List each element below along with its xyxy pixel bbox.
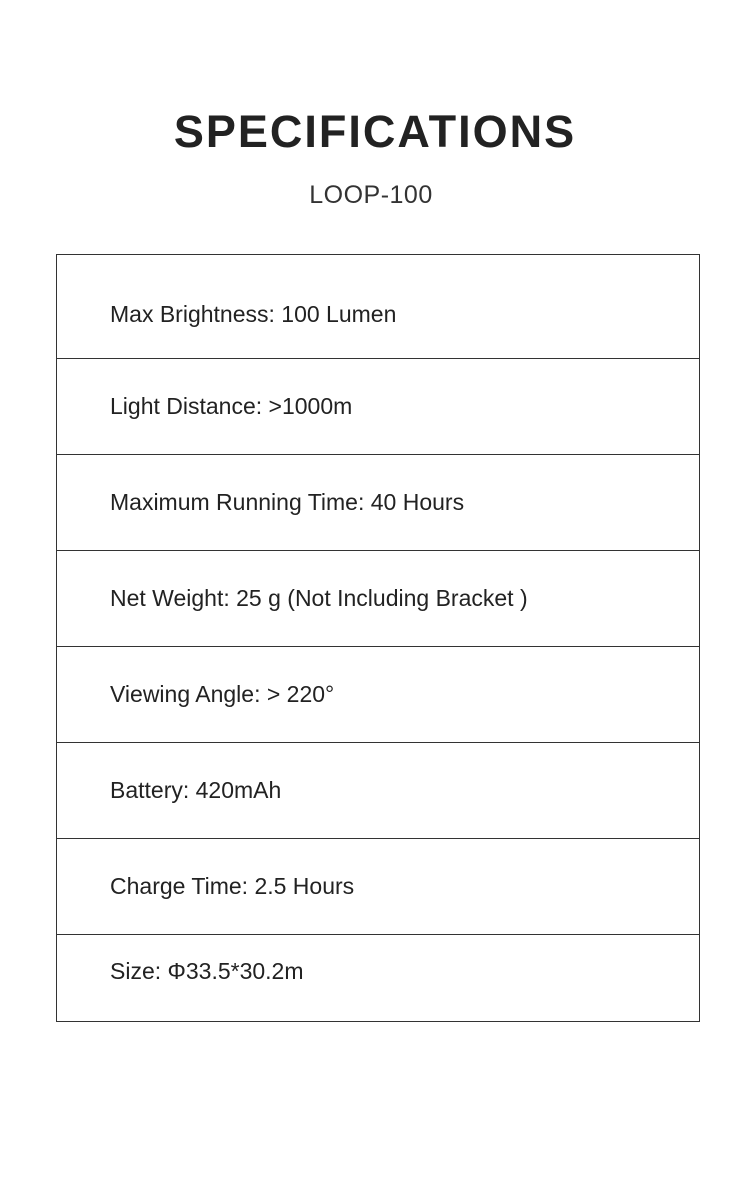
model-subtitle: LOOP-100 [309, 181, 433, 209]
spec-row-size [57, 935, 699, 1021]
spec-row-net-weight [57, 551, 699, 647]
spec-text: Maximum Running Time: 40 Hours [110, 488, 465, 515]
spec-row-max-brightness [57, 255, 699, 359]
spec-row-battery [57, 743, 699, 839]
spec-text: Net Weight: 25 g (Not Including Bracket ) [110, 584, 528, 611]
spec-text: Light Distance: >1000m [110, 392, 353, 419]
spec-row-light-distance [57, 359, 699, 455]
spec-text: Max Brightness: 100 Lumen [110, 300, 397, 327]
spec-text: Viewing Angle: > 220° [110, 680, 335, 707]
specifications-table [56, 254, 700, 1022]
spec-text: Size: Φ33.5*30.2m [110, 958, 304, 984]
spec-row-viewing-angle [57, 647, 699, 743]
spec-row-charge-time [57, 839, 699, 935]
spec-text: Battery: 420mAh [110, 776, 282, 803]
spec-text: Charge Time: 2.5 Hours [110, 872, 355, 899]
spec-row-running-time [57, 455, 699, 551]
page-title: SPECIFICATIONS [173, 106, 577, 157]
